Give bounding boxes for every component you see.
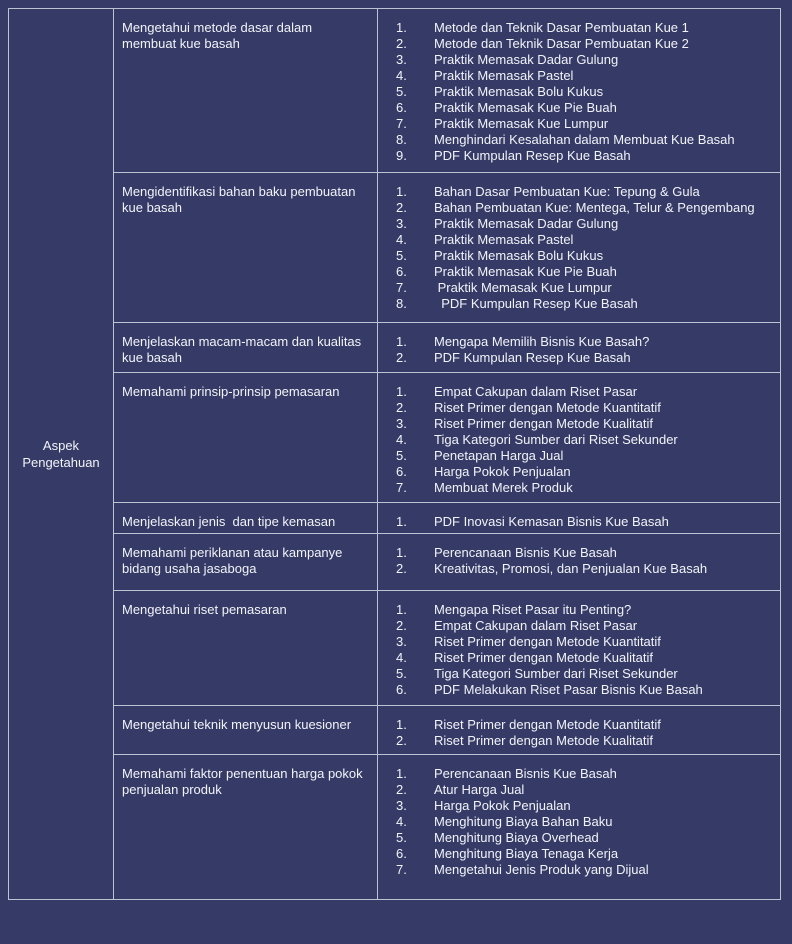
competency-cell — [114, 323, 378, 372]
material-item — [378, 132, 774, 148]
competency-cell — [114, 755, 378, 899]
material-text: Tiga Kategori Sumber dari Riset Sekunder — [434, 432, 678, 447]
material-text: Perencanaan Bisnis Kue Basah — [434, 766, 617, 781]
material-item — [378, 432, 774, 448]
material-item — [378, 384, 774, 400]
competency-text: Mengetahui riset pemasaran — [122, 602, 287, 617]
material-item — [378, 545, 774, 561]
course-table — [8, 8, 781, 900]
material-text: Praktik Memasak Bolu Kukus — [434, 248, 604, 263]
material-item — [378, 84, 774, 100]
material-item — [378, 514, 774, 530]
material-item — [378, 280, 774, 296]
table-row — [114, 173, 780, 323]
materials-cell — [378, 9, 780, 172]
material-number: 3. — [396, 634, 407, 649]
material-item — [378, 717, 774, 733]
materials-cell — [378, 173, 780, 322]
material-text: Praktik Memasak Pastel — [434, 68, 574, 83]
material-number: 7. — [396, 480, 407, 495]
competency-cell — [114, 591, 378, 705]
material-number: 1. — [396, 334, 407, 349]
table-row — [114, 706, 780, 755]
material-number: 2. — [396, 36, 407, 51]
material-text: Penetapan Harga Jual — [434, 448, 564, 463]
material-number: 7. — [396, 116, 407, 131]
material-number: 5. — [396, 666, 407, 681]
materials-cell — [378, 373, 780, 502]
material-number: 2. — [396, 350, 407, 365]
material-item — [378, 602, 774, 618]
material-text: Bahan Dasar Pembuatan Kue: Tepung & Gula — [434, 184, 700, 199]
material-text: Perencanaan Bisnis Kue Basah — [434, 545, 617, 560]
material-number: 5. — [396, 830, 407, 845]
table-row — [114, 323, 780, 373]
material-number: 5. — [396, 248, 407, 263]
material-text: Praktik Memasak Dadar Gulung — [434, 52, 619, 67]
material-item — [378, 100, 774, 116]
material-text: Empat Cakupan dalam Riset Pasar — [434, 618, 638, 633]
material-item — [378, 650, 774, 666]
material-text: Menghitung Biaya Overhead — [434, 830, 599, 845]
material-item — [378, 264, 774, 280]
material-number: 1. — [396, 20, 407, 35]
material-text: Praktik Memasak Bolu Kukus — [434, 84, 604, 99]
material-text: Membuat Merek Produk — [434, 480, 573, 495]
material-number: 4. — [396, 650, 407, 665]
material-item — [378, 464, 774, 480]
materials-cell — [378, 706, 780, 754]
material-item — [378, 766, 774, 782]
material-item — [378, 682, 774, 698]
table-row — [114, 591, 780, 706]
material-number: 7. — [396, 862, 407, 877]
material-text: Empat Cakupan dalam Riset Pasar — [434, 384, 638, 399]
material-text: Praktik Memasak Kue Lumpur — [434, 280, 612, 295]
aspect-column — [9, 9, 114, 899]
material-text: PDF Inovasi Kemasan Bisnis Kue Basah — [434, 514, 669, 529]
material-item — [378, 200, 774, 216]
material-item — [378, 334, 774, 350]
material-number: 3. — [396, 52, 407, 67]
material-text: PDF Kumpulan Resep Kue Basah — [434, 350, 631, 365]
material-text: Bahan Pembuatan Kue: Mentega, Telur & Pengembang — [434, 200, 755, 215]
competency-cell — [114, 373, 378, 502]
competency-text: Memahami periklanan atau kampanye bidang usaha jasaboga — [122, 545, 347, 576]
material-number: 3. — [396, 798, 407, 813]
material-item — [378, 448, 774, 464]
material-number: 5. — [396, 448, 407, 463]
material-item — [378, 216, 774, 232]
material-item — [378, 52, 774, 68]
material-item — [378, 116, 774, 132]
material-number: 6. — [396, 264, 407, 279]
material-item — [378, 862, 774, 878]
material-item — [378, 782, 774, 798]
material-number: 3. — [396, 216, 407, 231]
competency-cell — [114, 503, 378, 533]
table-rows — [114, 9, 780, 899]
material-number: 6. — [396, 682, 407, 697]
material-number: 2. — [396, 618, 407, 633]
material-number: 1. — [396, 602, 407, 617]
material-item — [378, 36, 774, 52]
material-text: Riset Primer dengan Metode Kualitatif — [434, 416, 653, 431]
aspect-label: Aspek Pengetahuan — [22, 438, 100, 470]
material-number: 2. — [396, 400, 407, 415]
material-text: Mengetahui Jenis Produk yang Dijual — [434, 862, 649, 877]
material-text: Riset Primer dengan Metode Kuantitatif — [434, 717, 661, 732]
materials-cell — [378, 503, 780, 533]
table-row — [114, 755, 780, 899]
material-text: Menghitung Biaya Bahan Baku — [434, 814, 613, 829]
material-text: Mengapa Memilih Bisnis Kue Basah? — [434, 334, 650, 349]
material-number: 8. — [396, 296, 407, 311]
competency-cell — [114, 534, 378, 590]
material-number: 6. — [396, 464, 407, 479]
competency-cell — [114, 9, 378, 172]
material-item — [378, 634, 774, 650]
materials-cell — [378, 755, 780, 899]
material-number: 1. — [396, 184, 407, 199]
material-text: Menghindari Kesalahan dalam Membuat Kue Basah — [434, 132, 735, 147]
material-item — [378, 148, 774, 164]
material-number: 4. — [396, 232, 407, 247]
material-number: 6. — [396, 100, 407, 115]
material-number: 5. — [396, 84, 407, 99]
materials-cell — [378, 534, 780, 590]
materials-cell — [378, 591, 780, 705]
material-item — [378, 666, 774, 682]
competency-text: Menjelaskan jenis dan tipe kemasan — [122, 514, 336, 529]
material-number: 3. — [396, 416, 407, 431]
material-item — [378, 480, 774, 496]
material-number: 2. — [396, 733, 407, 748]
material-text: Praktik Memasak Kue Pie Buah — [434, 264, 617, 279]
material-item — [378, 846, 774, 862]
material-number: 1. — [396, 766, 407, 781]
material-number: 1. — [396, 514, 407, 529]
material-text: Tiga Kategori Sumber dari Riset Sekunder — [434, 666, 678, 681]
material-item — [378, 248, 774, 264]
material-number: 1. — [396, 545, 407, 560]
competency-text: Mengidentifikasi bahan baku pembuatan kue basah — [122, 184, 360, 215]
material-number: 7. — [396, 280, 407, 295]
material-item — [378, 232, 774, 248]
material-number: 4. — [396, 68, 407, 83]
material-number: 4. — [396, 814, 407, 829]
material-text: Atur Harga Jual — [434, 782, 525, 797]
competency-cell — [114, 706, 378, 754]
material-text: Praktik Memasak Pastel — [434, 232, 574, 247]
material-item — [378, 618, 774, 634]
competency-text: Memahami faktor penentuan harga pokok penjualan produk — [122, 766, 367, 797]
material-text: Riset Primer dengan Metode Kuantitatif — [434, 400, 661, 415]
material-item — [378, 68, 774, 84]
material-text: Kreativitas, Promosi, dan Penjualan Kue Basah — [434, 561, 708, 576]
table-row — [114, 9, 780, 173]
competency-text: Mengetahui metode dasar dalam membuat kue basah — [122, 20, 316, 51]
material-text: PDF Kumpulan Resep Kue Basah — [434, 296, 638, 311]
material-number: 2. — [396, 200, 407, 215]
material-text: Harga Pokok Penjualan — [434, 464, 571, 479]
competency-cell — [114, 173, 378, 322]
table-row — [114, 534, 780, 591]
material-text: Praktik Memasak Dadar Gulung — [434, 216, 619, 231]
material-item — [378, 184, 774, 200]
competency-text: Memahami prinsip-prinsip pemasaran — [122, 384, 340, 399]
material-text: Riset Primer dengan Metode Kualitatif — [434, 650, 653, 665]
material-item — [378, 400, 774, 416]
material-text: Harga Pokok Penjualan — [434, 798, 571, 813]
material-number: 2. — [396, 782, 407, 797]
material-number: 4. — [396, 432, 407, 447]
material-text: Riset Primer dengan Metode Kualitatif — [434, 733, 653, 748]
competency-text: Mengetahui teknik menyusun kuesioner — [122, 717, 352, 732]
material-text: Metode dan Teknik Dasar Pembuatan Kue 1 — [434, 20, 689, 35]
material-number: 1. — [396, 384, 407, 399]
material-item — [378, 798, 774, 814]
table-row — [114, 373, 780, 503]
material-text: Menghitung Biaya Tenaga Kerja — [434, 846, 619, 861]
material-text: Metode dan Teknik Dasar Pembuatan Kue 2 — [434, 36, 689, 51]
material-item — [378, 296, 774, 312]
material-number: 2. — [396, 561, 407, 576]
material-number: 8. — [396, 132, 407, 147]
material-item — [378, 733, 774, 749]
material-text: Mengapa Riset Pasar itu Penting? — [434, 602, 632, 617]
material-item — [378, 416, 774, 432]
materials-cell — [378, 323, 780, 372]
material-item — [378, 830, 774, 846]
material-text: Riset Primer dengan Metode Kuantitatif — [434, 634, 661, 649]
material-text: PDF Kumpulan Resep Kue Basah — [434, 148, 631, 163]
competency-text: Menjelaskan macam-macam dan kualitas kue basah — [122, 334, 365, 365]
material-item — [378, 350, 774, 366]
material-text: Praktik Memasak Kue Pie Buah — [434, 100, 617, 115]
table-row — [114, 503, 780, 534]
material-item — [378, 814, 774, 830]
material-number: 6. — [396, 846, 407, 861]
material-text: PDF Melakukan Riset Pasar Bisnis Kue Basah — [434, 682, 703, 697]
material-item — [378, 561, 774, 577]
material-item — [378, 20, 774, 36]
material-number: 9. — [396, 148, 407, 163]
material-text: Praktik Memasak Kue Lumpur — [434, 116, 609, 131]
material-number: 1. — [396, 717, 407, 732]
